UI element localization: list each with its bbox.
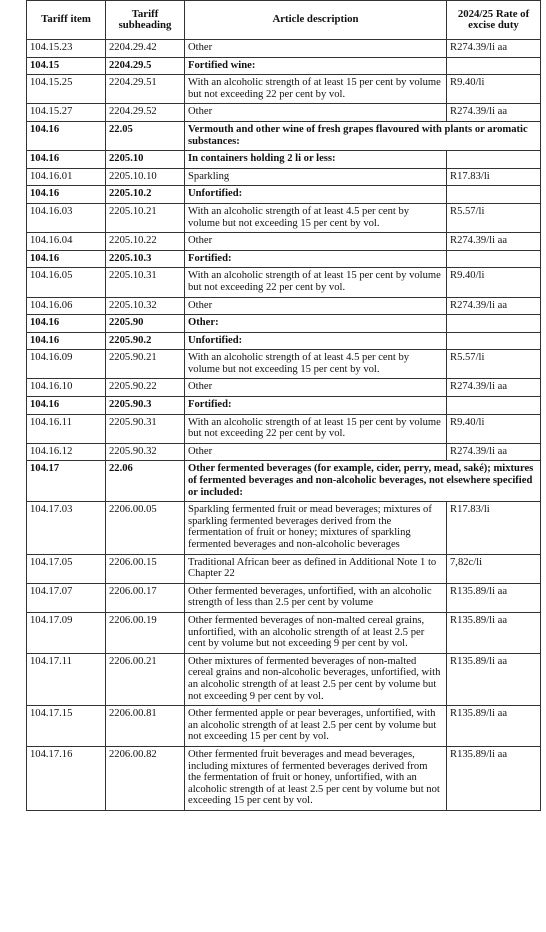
tariff-subheading-cell: 2206.00.19: [106, 612, 185, 653]
tariff-item-cell: 104.17: [27, 461, 106, 502]
tariff-subheading-cell: 2205.10.22: [106, 233, 185, 251]
table-row: [27, 612, 541, 653]
rate-cell: [447, 186, 541, 204]
rate-cell: R274.39/li aa: [447, 104, 541, 122]
tariff-item-cell: 104.17.03: [27, 502, 106, 554]
tariff-subheading-cell: 2205.10: [106, 151, 185, 169]
table-row: [27, 121, 541, 150]
table-row: [27, 151, 541, 169]
tariff-subheading-cell: 2205.10.32: [106, 297, 185, 315]
tariff-item-cell: 104.15.25: [27, 75, 106, 104]
tariff-item-cell: 104.15.23: [27, 40, 106, 58]
rate-cell: R9.40/li: [447, 414, 541, 443]
rate-cell: [447, 332, 541, 350]
rate-cell: R9.40/li: [447, 268, 541, 297]
tariff-subheading-cell: 2206.00.05: [106, 502, 185, 554]
article-description-cell: Other fermented beverages (for example, cider, perry, mead, saké); mixtures of fermented beverages and non-alcoholic beverages, not elsewhere specified or included:: [185, 461, 541, 502]
tariff-item-cell: 104.16.05: [27, 268, 106, 297]
tariff-subheading-cell: 2206.00.15: [106, 554, 185, 583]
tariff-item-cell: 104.16: [27, 332, 106, 350]
rate-cell: R135.89/li aa: [447, 612, 541, 653]
table-row: [27, 297, 541, 315]
tariff-item-cell: 104.16: [27, 121, 106, 150]
table-row: [27, 397, 541, 415]
article-description-cell: Other: [185, 379, 447, 397]
tariff-subheading-cell: 2204.29.42: [106, 40, 185, 58]
article-description-cell: Unfortified:: [185, 186, 447, 204]
tariff-subheading-cell: 2204.29.52: [106, 104, 185, 122]
table-row: [27, 75, 541, 104]
table-row: [27, 443, 541, 461]
table-row: [27, 554, 541, 583]
tariff-item-cell: 104.16.01: [27, 168, 106, 186]
tariff-subheading-cell: 2205.10.31: [106, 268, 185, 297]
rate-cell: R9.40/li: [447, 75, 541, 104]
rate-cell: [447, 397, 541, 415]
tariff-item-cell: 104.16.10: [27, 379, 106, 397]
article-description-cell: Other mixtures of fermented beverages of non-malted cereal grains and non-alcoholic beverages, unfortified, with an alcoholic strength of at least 2.5 per cent by volume but not exceeding 9 per cent by vol.: [185, 653, 447, 705]
article-description-cell: Other: [185, 40, 447, 58]
rate-cell: [447, 315, 541, 333]
tariff-subheading-cell: 2206.00.17: [106, 583, 185, 612]
rate-cell: R17.83/li: [447, 168, 541, 186]
article-description-cell: Other fermented fruit beverages and mead beverages, including mixtures of fermented beverages derived from the fermentation of fruit or honey, unfortified, with an alcoholic strength of at least 2.5 per cent by volume but not exceeding 15 per cent by vol.: [185, 746, 447, 810]
tariff-subheading-cell: 22.05: [106, 121, 185, 150]
article-description-cell: Other: [185, 297, 447, 315]
table-header-row: [27, 1, 541, 40]
rate-cell: [447, 151, 541, 169]
header-rate-of-excise-duty: 2024/25 Rate of excise duty: [447, 1, 541, 40]
tariff-item-cell: 104.15.27: [27, 104, 106, 122]
table-row: [27, 250, 541, 268]
table-row: [27, 315, 541, 333]
header-article-description: Article description: [185, 1, 447, 40]
table-row: [27, 332, 541, 350]
table-row: [27, 502, 541, 554]
tariff-subheading-cell: 2205.90.3: [106, 397, 185, 415]
tariff-item-cell: 104.16: [27, 250, 106, 268]
table-row: [27, 186, 541, 204]
rate-cell: [447, 250, 541, 268]
tariff-item-cell: 104.16.03: [27, 203, 106, 232]
rate-cell: R274.39/li aa: [447, 40, 541, 58]
tariff-item-cell: 104.17.11: [27, 653, 106, 705]
table-row: [27, 268, 541, 297]
rate-cell: R135.89/li aa: [447, 583, 541, 612]
article-description-cell: Other: [185, 104, 447, 122]
table-row: [27, 233, 541, 251]
article-description-cell: With an alcoholic strength of at least 4.5 per cent by volume but not exceeding 15 per cent by vol.: [185, 203, 447, 232]
header-tariff-item: Tariff item: [27, 1, 106, 40]
tariff-subheading-cell: 2205.10.2: [106, 186, 185, 204]
tariff-item-cell: 104.17.05: [27, 554, 106, 583]
article-description-cell: Fortified:: [185, 250, 447, 268]
rate-cell: R274.39/li aa: [447, 297, 541, 315]
table-row: [27, 379, 541, 397]
article-description-cell: In containers holding 2 li or less:: [185, 151, 447, 169]
table-row: [27, 40, 541, 58]
tariff-subheading-cell: 2205.90.22: [106, 379, 185, 397]
article-description-cell: Other:: [185, 315, 447, 333]
article-description-cell: With an alcoholic strength of at least 4.5 per cent by volume but not exceeding 15 per cent by vol.: [185, 350, 447, 379]
table-row: [27, 414, 541, 443]
tariff-item-cell: 104.17.16: [27, 746, 106, 810]
tariff-table: [26, 0, 541, 811]
article-description-cell: Sparkling fermented fruit or mead beverages; mixtures of sparkling fermented beverages derived from the fermentation of fruit or honey; mixtures of sparkling fermented beverages and non-alcoholic beverages: [185, 502, 447, 554]
article-description-cell: Vermouth and other wine of fresh grapes flavoured with plants or aromatic substances:: [185, 121, 541, 150]
tariff-item-cell: 104.16.09: [27, 350, 106, 379]
rate-cell: R5.57/li: [447, 203, 541, 232]
article-description-cell: Sparkling: [185, 168, 447, 186]
article-description-cell: With an alcoholic strength of at least 15 per cent by volume but not exceeding 22 per cent by vol.: [185, 75, 447, 104]
tariff-subheading-cell: 2205.90.2: [106, 332, 185, 350]
tariff-item-cell: 104.16: [27, 315, 106, 333]
tariff-item-cell: 104.16: [27, 186, 106, 204]
tariff-subheading-cell: 2205.10.3: [106, 250, 185, 268]
article-description-cell: Other fermented beverages, unfortified, with an alcoholic strength of less than 2.5 per cent by volume: [185, 583, 447, 612]
rate-cell: R135.89/li aa: [447, 746, 541, 810]
tariff-subheading-cell: 2206.00.21: [106, 653, 185, 705]
article-description-cell: Unfortified:: [185, 332, 447, 350]
rate-cell: R274.39/li aa: [447, 379, 541, 397]
rate-cell: R135.89/li aa: [447, 706, 541, 747]
article-description-cell: Fortified:: [185, 397, 447, 415]
tariff-subheading-cell: 2206.00.81: [106, 706, 185, 747]
tariff-subheading-cell: 2205.10.21: [106, 203, 185, 232]
header-tariff-subheading: Tariff subheading: [106, 1, 185, 40]
tariff-subheading-cell: 2205.90.31: [106, 414, 185, 443]
table-row: [27, 653, 541, 705]
article-description-cell: Other: [185, 233, 447, 251]
tariff-item-cell: 104.16.04: [27, 233, 106, 251]
article-description-cell: With an alcoholic strength of at least 15 per cent by volume but not exceeding 22 per cent by vol.: [185, 414, 447, 443]
table-row: [27, 203, 541, 232]
tariff-item-cell: 104.16.06: [27, 297, 106, 315]
tariff-item-cell: 104.16: [27, 397, 106, 415]
article-description-cell: Other fermented beverages of non-malted cereal grains, unfortified, with an alcoholic strength of at least 2.5 per cent by volume but not exceeding 9 per cent by vol.: [185, 612, 447, 653]
table-row: [27, 461, 541, 502]
tariff-item-cell: 104.17.07: [27, 583, 106, 612]
tariff-subheading-cell: 2205.10.10: [106, 168, 185, 186]
article-description-cell: Other fermented apple or pear beverages, unfortified, with an alcoholic strength of at least 2.5 per cent by volume but not exceeding 15 per cent by vol.: [185, 706, 447, 747]
tariff-subheading-cell: 2204.29.5: [106, 57, 185, 75]
rate-cell: 7,82c/li: [447, 554, 541, 583]
rate-cell: R17.83/li: [447, 502, 541, 554]
table-row: [27, 57, 541, 75]
rate-cell: R274.39/li aa: [447, 443, 541, 461]
tariff-subheading-cell: 2206.00.82: [106, 746, 185, 810]
tariff-subheading-cell: 2205.90.21: [106, 350, 185, 379]
table-row: [27, 583, 541, 612]
table-row: [27, 706, 541, 747]
table-row: [27, 168, 541, 186]
article-description-cell: Other: [185, 443, 447, 461]
rate-cell: R135.89/li aa: [447, 653, 541, 705]
table-row: [27, 104, 541, 122]
tariff-item-cell: 104.16.11: [27, 414, 106, 443]
tariff-item-cell: 104.15: [27, 57, 106, 75]
tariff-subheading-cell: 2205.90.32: [106, 443, 185, 461]
rate-cell: R5.57/li: [447, 350, 541, 379]
tariff-item-cell: 104.16.12: [27, 443, 106, 461]
article-description-cell: Fortified wine:: [185, 57, 447, 75]
article-description-cell: Traditional African beer as defined in Additional Note 1 to Chapter 22: [185, 554, 447, 583]
tariff-item-cell: 104.17.09: [27, 612, 106, 653]
tariff-subheading-cell: 2204.29.51: [106, 75, 185, 104]
table-body: [27, 40, 541, 811]
rate-cell: R274.39/li aa: [447, 233, 541, 251]
table-row: [27, 350, 541, 379]
table-row: [27, 746, 541, 810]
tariff-subheading-cell: 2205.90: [106, 315, 185, 333]
tariff-subheading-cell: 22.06: [106, 461, 185, 502]
article-description-cell: With an alcoholic strength of at least 15 per cent by volume but not exceeding 22 per cent by vol.: [185, 268, 447, 297]
rate-cell: [447, 57, 541, 75]
tariff-item-cell: 104.16: [27, 151, 106, 169]
tariff-item-cell: 104.17.15: [27, 706, 106, 747]
